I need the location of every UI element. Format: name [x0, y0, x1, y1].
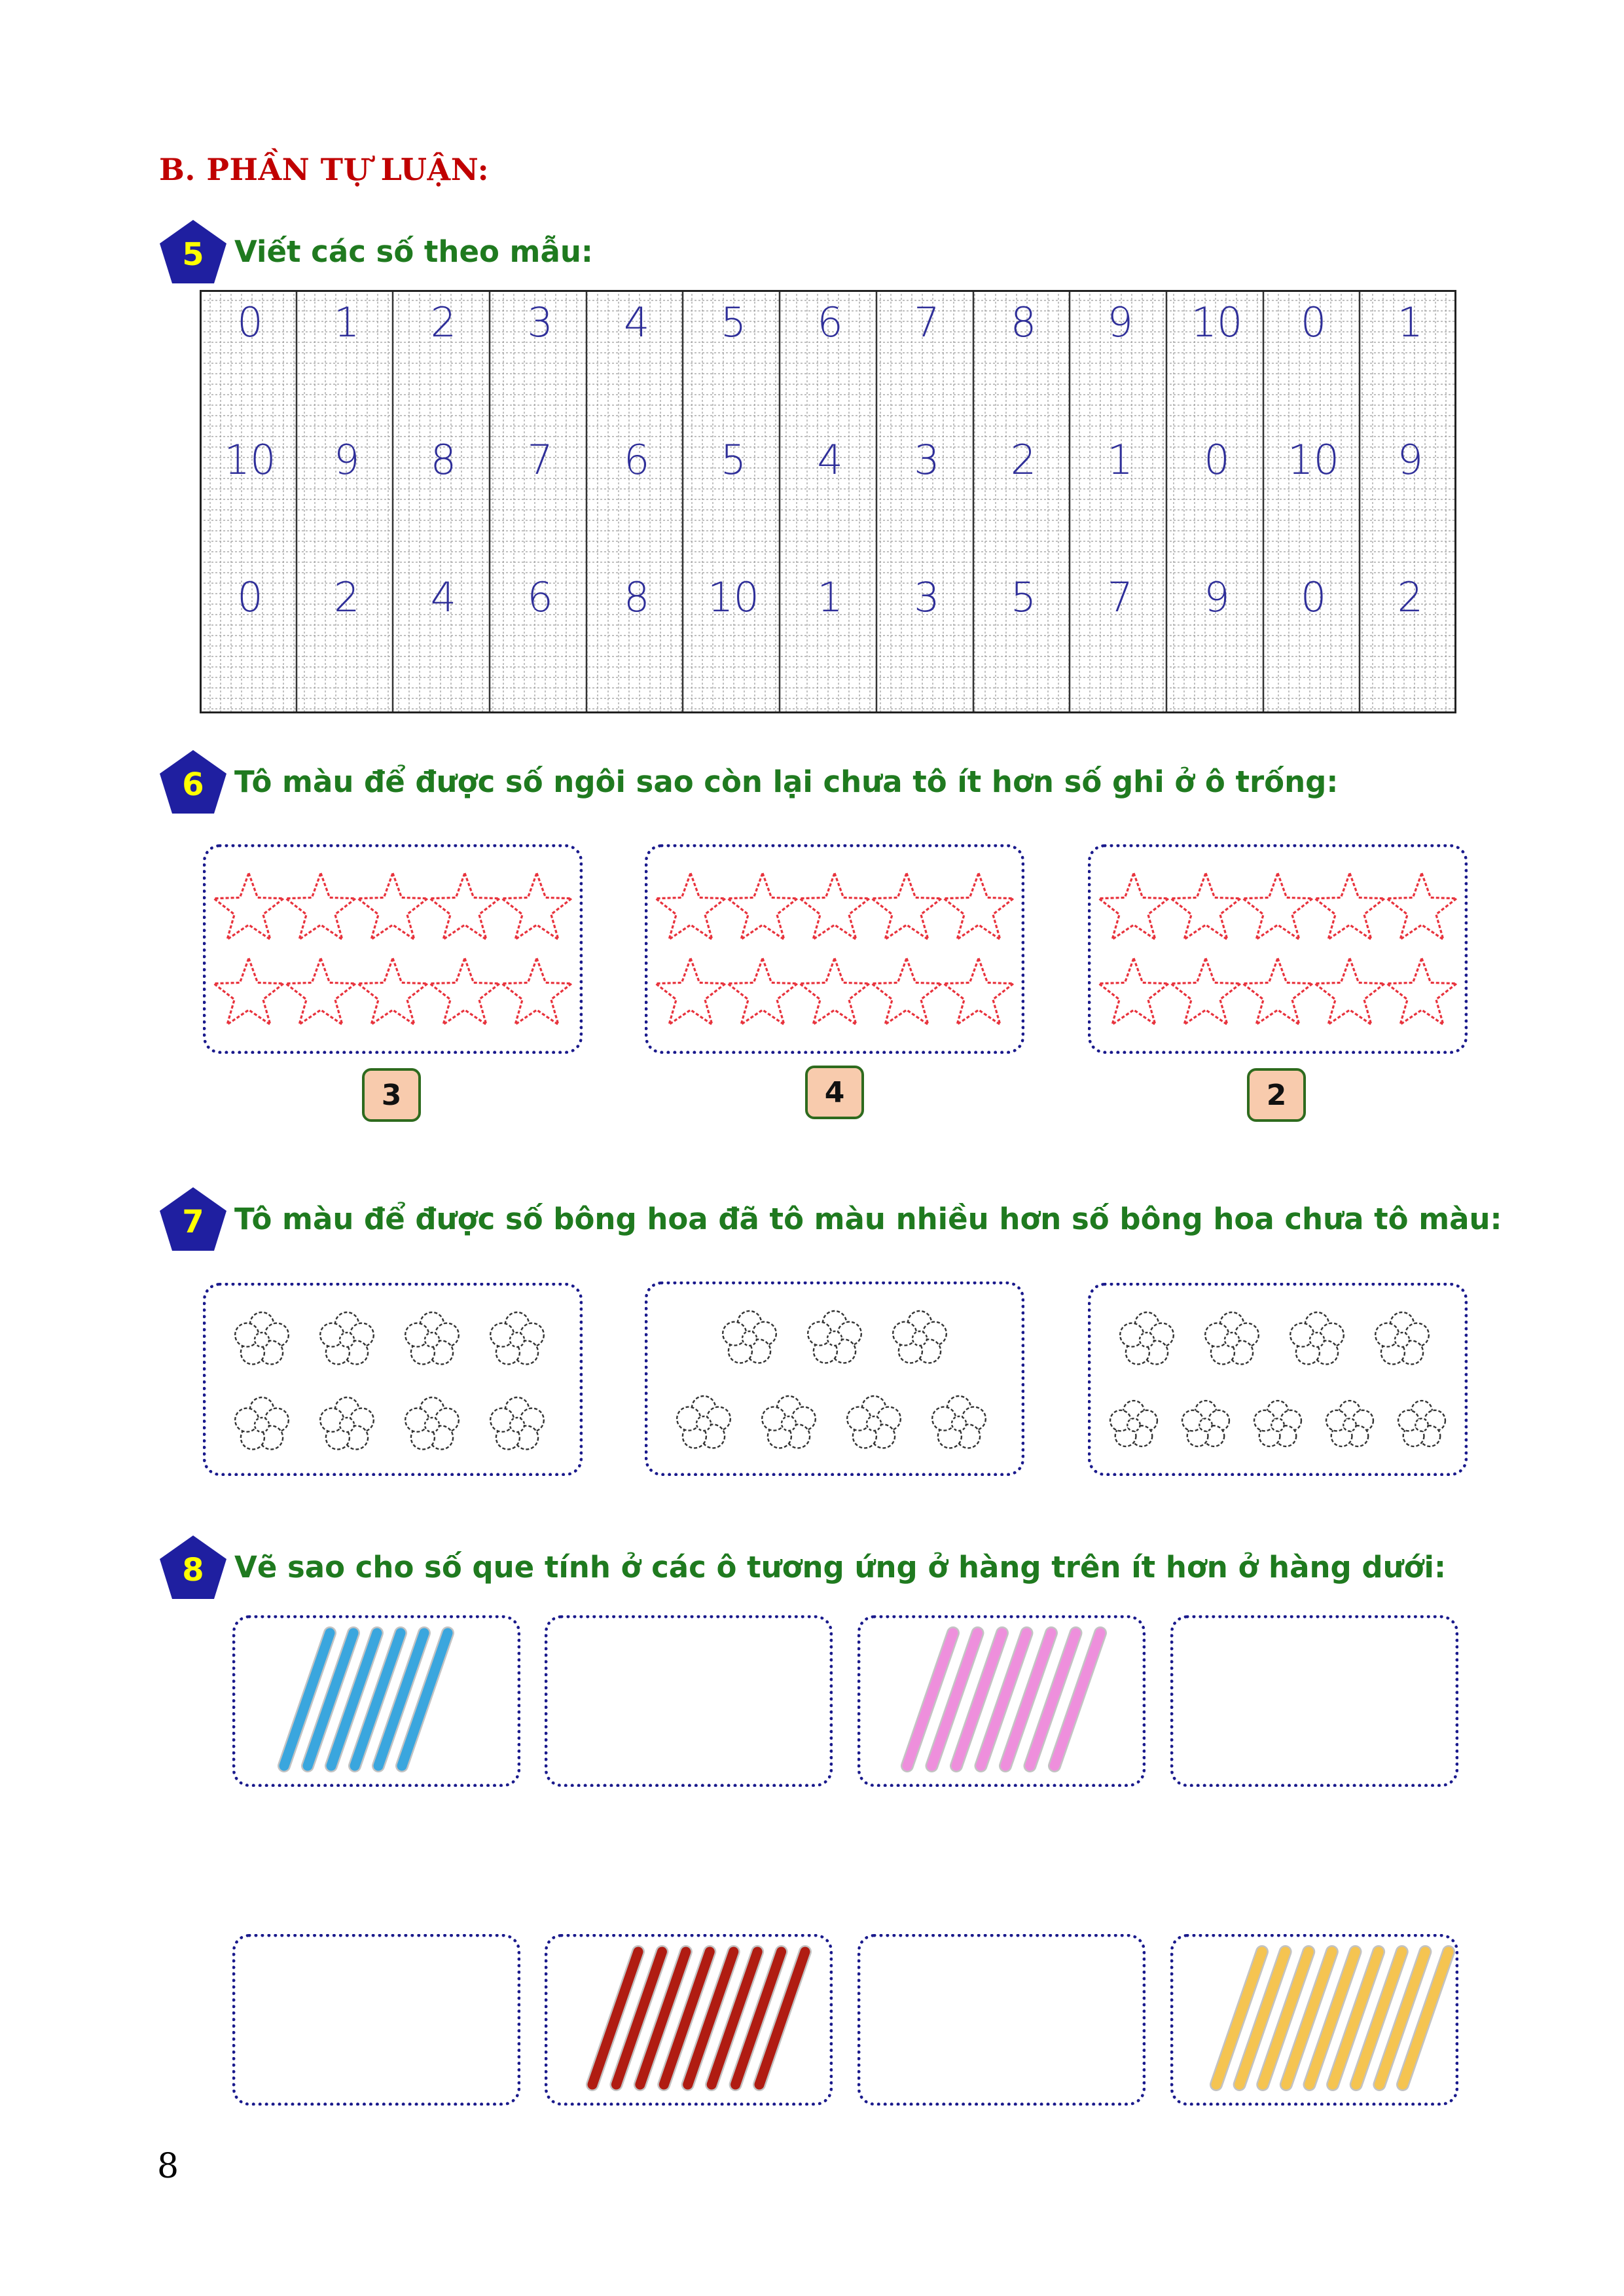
flower-icon — [723, 1311, 776, 1363]
counting-stick — [736, 1952, 782, 2085]
flower-icon — [1398, 1401, 1445, 1446]
star-icon — [800, 958, 870, 1024]
sample-digit: 8 — [1010, 298, 1037, 346]
sample-digit: 10 — [708, 573, 759, 621]
flower-icon — [1182, 1401, 1229, 1446]
counting-stick — [592, 1952, 638, 2085]
sample-digit: 3 — [914, 436, 940, 484]
sample-digit: 4 — [817, 436, 843, 484]
sample-digit: 6 — [624, 436, 650, 484]
counting-stick — [284, 1633, 330, 1766]
sample-digit: 9 — [1397, 436, 1424, 484]
sample-digit: 2 — [430, 298, 457, 346]
star-icon — [502, 873, 572, 939]
flower-icon — [847, 1396, 901, 1448]
counting-stick — [712, 1952, 757, 2085]
stick-box[interactable] — [1170, 1615, 1458, 1787]
flower-icon — [932, 1396, 986, 1448]
counting-stick — [378, 1633, 424, 1766]
question-number: 8 — [182, 1552, 204, 1588]
sample-digit: 3 — [527, 298, 553, 346]
star-icon — [1243, 958, 1313, 1024]
counting-stick — [1005, 1633, 1051, 1766]
flower-icon — [893, 1311, 947, 1363]
sample-digit: 0 — [237, 573, 263, 621]
star-icon — [1387, 873, 1457, 939]
flower-icon — [1254, 1401, 1301, 1446]
question-number: 5 — [182, 236, 204, 273]
flower-icon — [490, 1312, 544, 1364]
question-number: 6 — [182, 766, 204, 803]
counting-stick — [1240, 1952, 1286, 2085]
question-text: Tô màu để được số bông hoa đã tô màu nhiều hơn số bông hoa chưa tô màu: — [234, 1202, 1502, 1236]
counting-stick — [1286, 1952, 1332, 2085]
star-icon — [1387, 958, 1457, 1024]
counting-stick — [640, 1952, 686, 2085]
counting-stick — [402, 1633, 448, 1766]
star-icon — [214, 873, 284, 939]
star-group-box[interactable] — [1088, 844, 1468, 1054]
sample-digit: 7 — [914, 298, 940, 346]
star-icon — [1315, 958, 1385, 1024]
star-icon — [358, 958, 428, 1024]
sample-digit: 9 — [1204, 573, 1230, 621]
section-title: B. PHẦN TỰ LUẬN: — [159, 152, 490, 187]
star-icon — [872, 958, 942, 1024]
counting-stick — [932, 1633, 978, 1766]
page-number: 8 — [157, 2147, 179, 2186]
flower-icon — [320, 1397, 374, 1449]
sample-digit: 6 — [817, 298, 843, 346]
question-text: Vẽ sao cho số que tính ở các ô tương ứng ở hàng trên ít hơn ở hàng dưới: — [234, 1550, 1446, 1585]
counting-stick — [981, 1633, 1027, 1766]
star-count-box: 2 — [1247, 1068, 1306, 1122]
flower-icon — [1290, 1312, 1344, 1364]
star-icon — [1243, 873, 1313, 939]
flower-icon — [405, 1312, 459, 1364]
flower-icon — [1375, 1312, 1429, 1364]
counting-stick — [664, 1952, 710, 2085]
star-icon — [1099, 873, 1169, 939]
flower-icon — [808, 1311, 861, 1363]
star-icon — [728, 958, 798, 1024]
sample-digit: 2 — [1010, 436, 1037, 484]
stick-box[interactable] — [857, 1934, 1146, 2106]
counting-stick — [1356, 1952, 1402, 2085]
stick-box[interactable] — [857, 1615, 1146, 1787]
question-number: 7 — [182, 1204, 204, 1240]
sample-digit: 1 — [1397, 298, 1424, 346]
star-icon — [1099, 958, 1169, 1024]
sample-digit: 0 — [1300, 298, 1327, 346]
counting-stick — [308, 1633, 353, 1766]
sample-digit: 6 — [527, 573, 553, 621]
sample-digit: 5 — [720, 298, 747, 346]
sample-digit: 1 — [333, 298, 360, 346]
sample-digit: 8 — [430, 436, 457, 484]
sample-digit: 3 — [914, 573, 940, 621]
sample-digit: 0 — [1300, 573, 1327, 621]
stick-box[interactable] — [545, 1934, 833, 2106]
star-icon — [286, 958, 356, 1024]
sample-digit: 9 — [333, 436, 360, 484]
sample-digit: 1 — [817, 573, 843, 621]
sample-digit: 2 — [1397, 573, 1424, 621]
star-group-box[interactable] — [645, 844, 1024, 1054]
counting-stick — [331, 1633, 377, 1766]
sample-digit: 7 — [527, 436, 553, 484]
sample-digit: 5 — [720, 436, 747, 484]
flower-group-box[interactable] — [1088, 1283, 1468, 1476]
star-icon — [1315, 873, 1385, 939]
sample-digit: 5 — [1010, 573, 1037, 621]
flower-icon — [1120, 1312, 1174, 1364]
flower-group-box[interactable] — [645, 1282, 1024, 1476]
counting-stick — [1333, 1952, 1379, 2085]
star-count-box: 4 — [805, 1066, 864, 1119]
sample-digit: 8 — [624, 573, 650, 621]
counting-stick — [1403, 1952, 1449, 2085]
star-icon — [944, 958, 1014, 1024]
handwriting-practice-grid — [200, 290, 1456, 713]
counting-stick — [907, 1633, 953, 1766]
sample-digit: 10 — [1191, 298, 1243, 346]
counting-stick — [1216, 1952, 1262, 2085]
stick-box[interactable] — [232, 1615, 520, 1787]
star-icon — [944, 873, 1014, 939]
flower-icon — [677, 1396, 731, 1448]
star-icon — [430, 958, 500, 1024]
flower-icon — [1110, 1401, 1157, 1446]
counting-stick — [688, 1952, 734, 2085]
star-icon — [358, 873, 428, 939]
stick-box[interactable] — [1170, 1934, 1458, 2106]
sample-digit: 1 — [1107, 436, 1133, 484]
counting-stick — [1310, 1952, 1356, 2085]
question-text: Tô màu để được số ngôi sao còn lại chưa tô ít hơn số ghi ở ô trống: — [234, 764, 1339, 799]
flower-icon — [405, 1397, 459, 1449]
star-icon — [1171, 958, 1241, 1024]
star-icon — [214, 958, 284, 1024]
star-icon — [656, 873, 726, 939]
star-icon — [872, 873, 942, 939]
sample-digit: 4 — [430, 573, 457, 621]
star-icon — [656, 958, 726, 1024]
sample-digit: 9 — [1107, 298, 1133, 346]
counting-stick — [1030, 1633, 1076, 1766]
counting-stick — [1379, 1952, 1425, 2085]
flower-icon — [235, 1397, 289, 1449]
grid-lines — [200, 290, 1456, 713]
star-icon — [430, 873, 500, 939]
counting-stick — [956, 1633, 1002, 1766]
sample-digit: 0 — [1204, 436, 1230, 484]
sample-digit: 10 — [224, 436, 276, 484]
stick-box[interactable] — [232, 1934, 520, 2106]
flower-icon — [1326, 1401, 1373, 1446]
question-text: Viết các số theo mẫu: — [234, 234, 593, 269]
star-icon — [800, 873, 870, 939]
stick-box[interactable] — [545, 1615, 833, 1787]
sample-digit: 4 — [624, 298, 650, 346]
counting-stick — [355, 1633, 401, 1766]
counting-stick — [1263, 1952, 1308, 2085]
flower-icon — [490, 1397, 544, 1449]
flower-icon — [235, 1312, 289, 1364]
counting-stick — [1055, 1633, 1100, 1766]
star-group-box[interactable] — [203, 844, 583, 1054]
star-icon — [502, 958, 572, 1024]
counting-stick — [759, 1952, 805, 2085]
flower-icon — [762, 1396, 816, 1448]
star-count-box: 3 — [362, 1068, 421, 1122]
sample-digit: 10 — [1288, 436, 1340, 484]
counting-stick — [616, 1952, 662, 2085]
flower-icon — [320, 1312, 374, 1364]
sample-digit: 7 — [1107, 573, 1133, 621]
star-icon — [1171, 873, 1241, 939]
star-icon — [728, 873, 798, 939]
star-icon — [286, 873, 356, 939]
sample-digit: 0 — [237, 298, 263, 346]
flower-icon — [1205, 1312, 1259, 1364]
flower-group-box[interactable] — [203, 1283, 583, 1476]
sample-digit: 2 — [333, 573, 360, 621]
